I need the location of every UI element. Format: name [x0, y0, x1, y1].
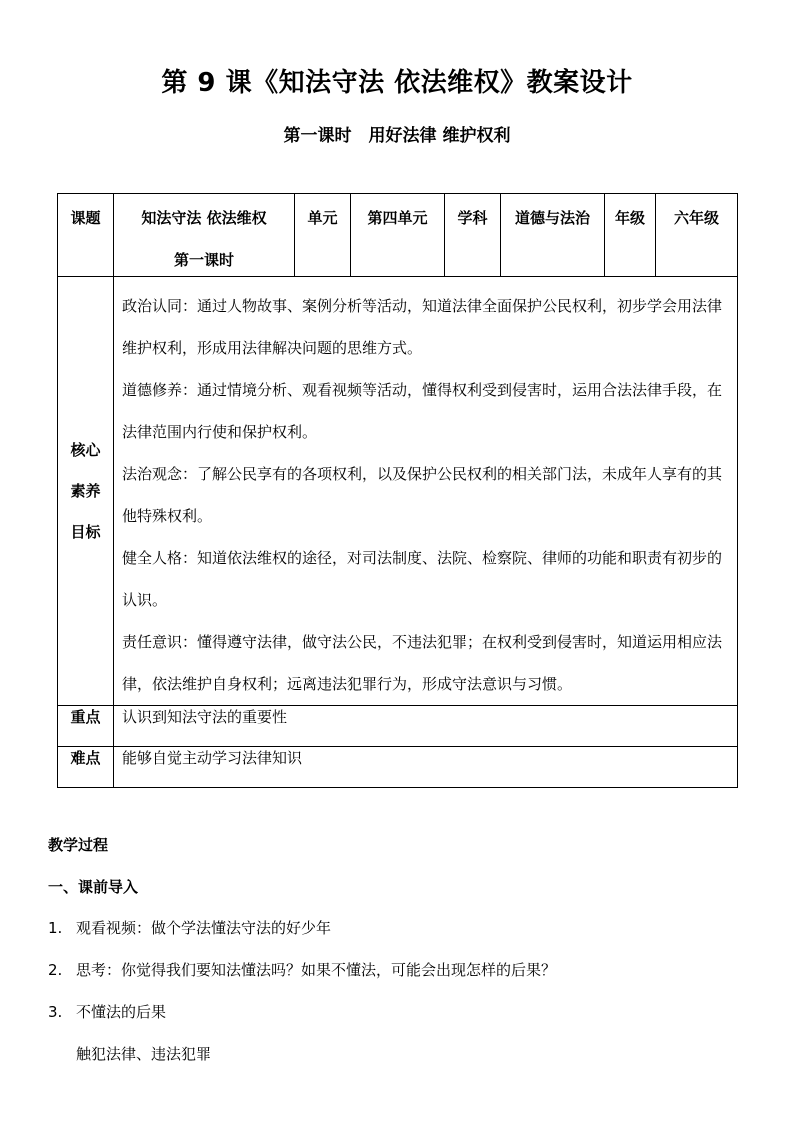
- unit-label-cell: 单元: [295, 194, 351, 277]
- document-subtitle: 第一课时 用好法律 维护权利: [283, 126, 511, 146]
- key-point-label: 重点: [58, 706, 114, 747]
- goal-responsibility: 责任意识：懂得遵守法律，做守法公民，不违法犯罪；在权利受到侵害时，知道运用相应法律，依法维护自身权利；远离违法犯罪行为，形成守法意识与习惯。: [122, 633, 723, 693]
- key-point-row: [58, 706, 738, 747]
- consequence-detail: 触犯法律、违法犯罪: [76, 1045, 212, 1063]
- document-title: 第 9 课《知法守法 依法维权》教案设计: [161, 68, 633, 98]
- subject-label-cell: 学科: [445, 194, 501, 277]
- grade-value-cell: 六年级: [656, 194, 738, 277]
- table-header-row: [58, 194, 738, 277]
- goal-sound-personality: 健全人格：知道依法维权的途径，对司法制度、法院、检察院、律师的功能和职责有初步的认识。: [122, 549, 723, 609]
- core-goals-label: 核心 素养 目标: [58, 277, 114, 706]
- lesson-info-table: [57, 193, 738, 788]
- grade-label-cell: 年级: [605, 194, 656, 277]
- core-goals-row: [58, 277, 738, 706]
- difficulty-row: [58, 747, 738, 788]
- topic-line1: 知法守法 依法维权: [141, 209, 267, 227]
- subject-value-cell: 道德与法治: [501, 194, 605, 277]
- core-goals-content: [114, 277, 738, 706]
- list-item: 3. 不懂法的后果: [48, 1003, 167, 1021]
- goal-rule-of-law: 法治观念：了解公民享有的各项权利，以及保护公民权利的相关部门法，未成年人享有的其他特殊权利。: [122, 465, 723, 525]
- difficulty-value: 能够自觉主动学习法律知识: [114, 747, 738, 788]
- goal-political-identity: 政治认同：通过人物故事、案例分析等活动，知道法律全面保护公民权利，初步学会用法律维护权利，形成用法律解决问题的思维方式。: [122, 297, 723, 357]
- process-heading: 教学过程: [48, 836, 109, 854]
- key-point-value: 认识到知法守法的重要性: [114, 706, 738, 747]
- list-item: 1. 观看视频：做个学法懂法守法的好少年: [48, 919, 332, 937]
- topic-value-cell: [114, 194, 295, 277]
- difficulty-label: 难点: [58, 747, 114, 788]
- section-intro-heading: 一、课前导入: [48, 878, 139, 896]
- topic-label-cell: 课题: [58, 194, 114, 277]
- list-item: 2. 思考：你觉得我们要知法懂法吗？如果不懂法，可能会出现怎样的后果？: [48, 961, 557, 979]
- goal-moral-cultivation: 道德修养：通过情境分析、观看视频等活动，懂得权利受到侵害时，运用合法法律手段，在法律范围内行使和保护权利。: [122, 381, 723, 441]
- unit-value-cell: 第四单元: [351, 194, 445, 277]
- topic-line2: 第一课时: [173, 251, 234, 269]
